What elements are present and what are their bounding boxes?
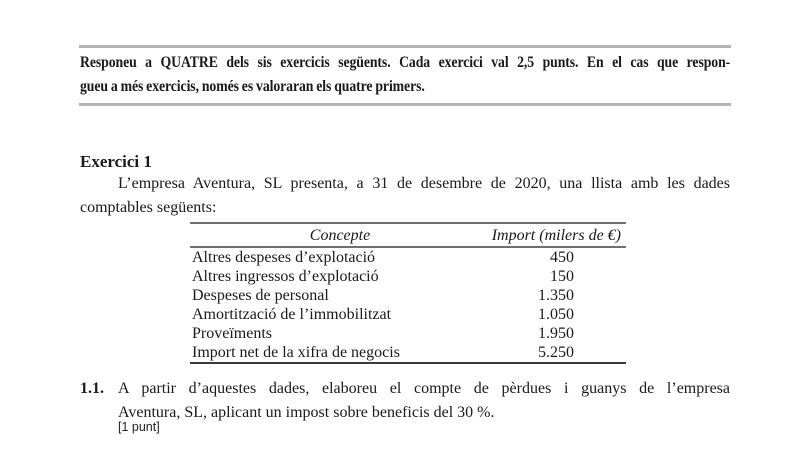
exam-notice bbox=[80, 51, 730, 99]
intro-line-1: L’empresa Aventura, SL presenta, a 31 de desembre de 2020, una llista amb les dades bbox=[118, 175, 730, 192]
table-row bbox=[190, 286, 626, 305]
exercise-intro bbox=[80, 172, 730, 219]
question-line-2: Aventura, SL, aplicant un impost sobre beneficis del 30 %. bbox=[118, 403, 495, 421]
table-header-concept: Concepte bbox=[309, 227, 371, 244]
accounts-table bbox=[190, 222, 626, 364]
question-number: 1.1. bbox=[80, 380, 104, 397]
table-cell-concept: Amortització de l’immobilitzat bbox=[192, 306, 392, 323]
table-cell-amount: 450 bbox=[550, 249, 574, 266]
table-cell-concept: Import net de la xifra de negocis bbox=[192, 344, 400, 361]
table-row bbox=[190, 324, 626, 343]
notice-line-2: gueu a més exercicis, només es valoraran els quatre primers. bbox=[80, 78, 425, 95]
table-cell-amount: 1.350 bbox=[538, 287, 574, 304]
table-cell-amount: 1.950 bbox=[538, 325, 574, 342]
table-header-amount: Import (milers de €) bbox=[491, 227, 621, 244]
table-cell-concept: Altres despeses d’explotació bbox=[192, 249, 376, 266]
table-cell-amount: 1.050 bbox=[538, 306, 574, 323]
exercise-title: Exercici 1 bbox=[80, 152, 152, 171]
table-row bbox=[190, 343, 626, 362]
table-header-row bbox=[190, 224, 626, 246]
table-cell-amount: 5.250 bbox=[538, 344, 574, 361]
table-bottom-rule bbox=[190, 362, 626, 364]
table-cell-concept: Despeses de personal bbox=[192, 287, 329, 304]
question-text bbox=[118, 377, 730, 424]
table-row bbox=[190, 248, 626, 267]
notice-top-rule bbox=[79, 45, 731, 48]
question-1-1 bbox=[80, 377, 730, 424]
question-points: [1 punt] bbox=[118, 420, 160, 434]
table-cell-amount: 150 bbox=[550, 268, 574, 285]
notice-line-1: Responeu a QUATRE dels sis exercicis següents. Cada exercici val 2,5 punts. En el cas que respon- bbox=[80, 54, 731, 71]
question-line-1: A partir d’aquestes dades, elaboreu el compte de pèrdues i guanys de l’empresa bbox=[118, 380, 730, 397]
table-row bbox=[190, 305, 626, 324]
table-row bbox=[190, 267, 626, 286]
table-cell-concept: Proveïments bbox=[192, 325, 272, 342]
notice-bottom-rule bbox=[79, 103, 731, 106]
table-cell-concept: Altres ingressos d’explotació bbox=[192, 268, 379, 285]
intro-line-2: comptables següents: bbox=[80, 198, 217, 216]
